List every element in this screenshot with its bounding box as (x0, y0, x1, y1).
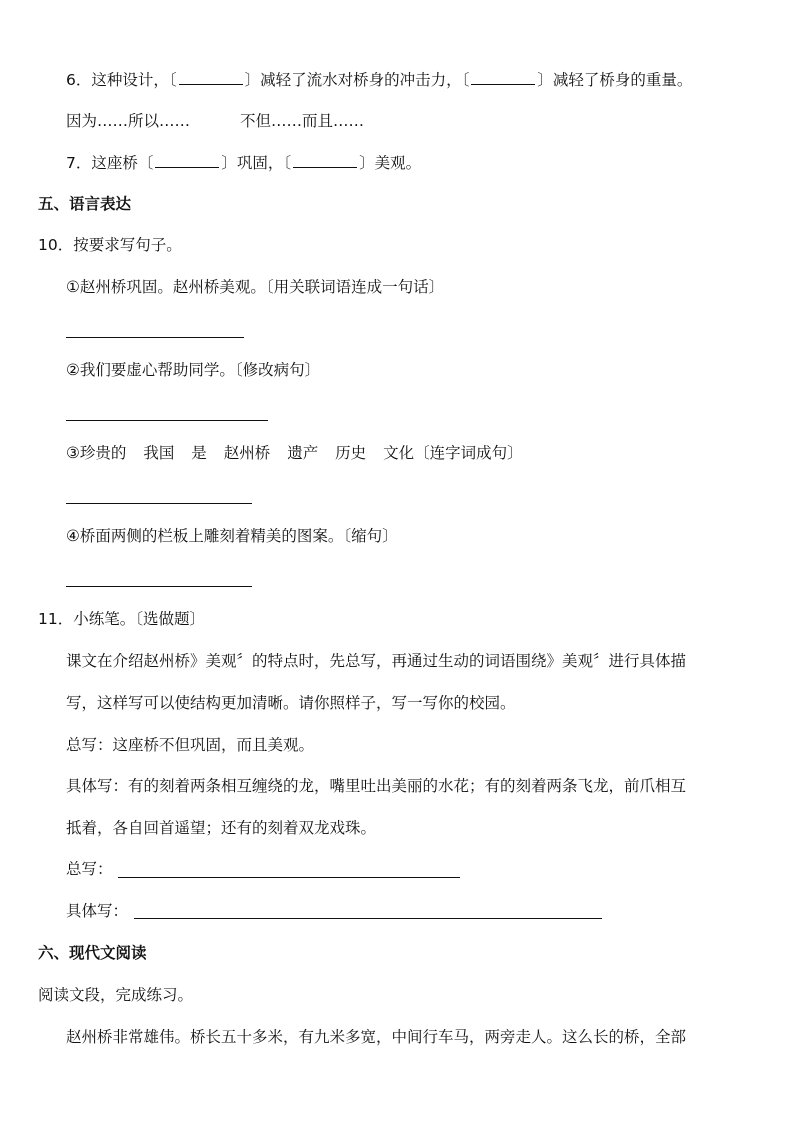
q10-answer-line-2[interactable] (66, 420, 268, 421)
q7-part2: 〕巩固，〔 (221, 154, 292, 172)
q6-part1: 6．这种设计，〔 (66, 71, 177, 89)
q6-option-a: 因为……所以…… (66, 112, 191, 130)
q10-item-4: ④桥面两侧的栏板上雕刻着精美的图案。〔缩句〕 (66, 527, 398, 545)
q11-example-detail-line-1: 具体写：有的刻着两条相互缠绕的龙，嘴里吐出美丽的水花；有的刻着两条飞龙，前爪相互 (66, 777, 687, 795)
q11-summary-answer-line[interactable] (118, 877, 460, 878)
reading-instruction: 阅读文段，完成练习。 (38, 986, 194, 1004)
q10-item-3-word: 我国 (143, 444, 175, 462)
reading-passage-line-1: 赵州桥非常雄伟。桥长五十多米，有九米多宽，中间行车马，两旁走人。这么长的桥，全部 (66, 1028, 687, 1046)
q10-answer-line-3[interactable] (66, 503, 252, 504)
q11-intro-line-1: 课文在介绍赵州桥》美观〞的特点时，先总写，再通过生动的词语围绕》美观〞进行具体描 (66, 652, 687, 670)
q10-item-1: ①赵州桥巩固。赵州桥美观。〔用关联词语连成一句话〕 (66, 278, 445, 296)
q10-item-3-word: 是 (191, 444, 207, 462)
q11-detail-answer-line[interactable] (134, 918, 602, 919)
q7-blank-1[interactable] (155, 151, 219, 168)
q10-item-3 (66, 442, 523, 464)
q7-part3: 〕美观。 (359, 154, 422, 172)
q10-item-3-word: 赵州桥 (223, 444, 271, 462)
q10-answer-line-1[interactable] (66, 337, 244, 338)
q11-title: 11．小练笔。〔选做题〕 (38, 610, 205, 628)
q11-summary-label: 总写： (66, 860, 113, 878)
q6-option-b: 不但……而且…… (240, 112, 365, 130)
q6-part3: 〕减轻了桥身的重量。 (537, 71, 693, 89)
q6-blank-2[interactable] (471, 68, 535, 85)
q7-blank-2[interactable] (293, 151, 357, 168)
q6-sentence (66, 68, 692, 91)
q11-example-summary: 总写：这座桥不但巩固，而且美观。 (66, 736, 315, 754)
q6-options (66, 110, 364, 132)
q10-title: 10．按要求写句子。 (38, 236, 182, 254)
q11-example-detail-line-2: 抵着，各自回首遥望；还有的刻着双龙戏珠。 (66, 819, 377, 837)
q11-detail-label: 具体写： (66, 902, 129, 920)
q10-item-3-word: 历史 (335, 444, 367, 462)
q10-item-3-word: 遗产 (287, 444, 319, 462)
q6-part2: 〕减轻了流水对桥身的冲击力，〔 (244, 71, 470, 89)
q10-item-3-word: ③珍贵的 (66, 444, 127, 462)
q10-answer-line-4[interactable] (66, 586, 252, 587)
q7-part1: 7．这座桥〔 (66, 154, 154, 172)
q6-blank-1[interactable] (179, 68, 243, 85)
q11-intro-line-2: 写，这样写可以使结构更加清晰。请你照样子，写一写你的校园。 (66, 694, 516, 712)
section-5-title: 五、语言表达 (38, 195, 132, 213)
section-6-title: 六、现代文阅读 (38, 944, 147, 962)
q7-sentence (66, 151, 421, 174)
q10-item-3-word: 文化〔连字词成句〕 (383, 444, 523, 462)
q10-item-2: ②我们要虚心帮助同学。〔修改病句〕 (66, 361, 321, 379)
